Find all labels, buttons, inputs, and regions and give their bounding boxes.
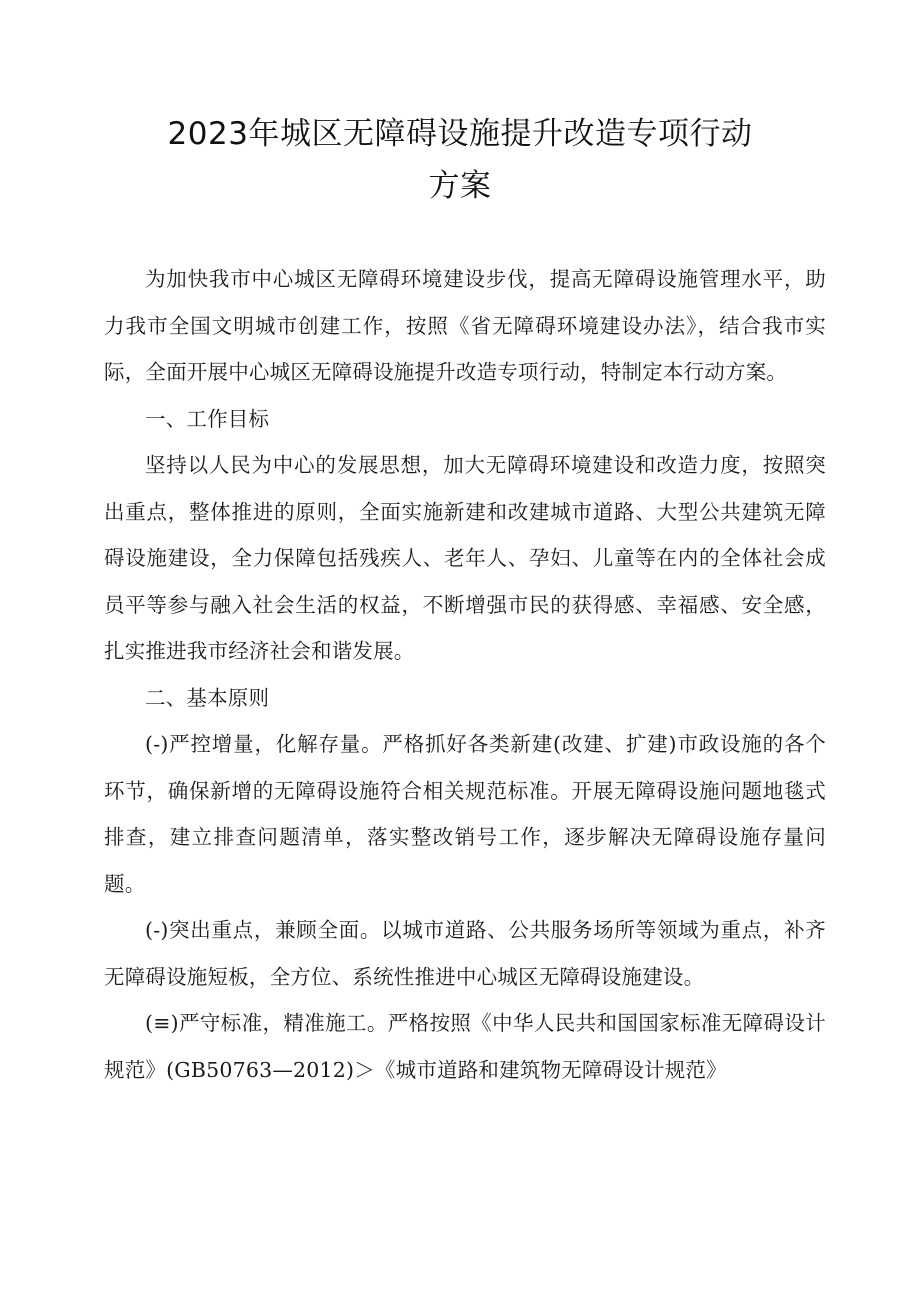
paragraph-goals: 坚持以人民为中心的发展思想，加大无障碍环境建设和改造力度，按照突出重点，整体推进的原则，全面实施新建和改建城市道路、大型公共建筑无障碍设施建设，全力保障包括残疾人、老年人、孕妇、儿童等在内的全体社会成员平等参与融入社会生活的权益，不断增强市民的获得感、幸福感、安全感，扎实推进我市经济社会和谐发展。: [104, 453, 826, 663]
paragraph-principle-1: (-)严控增量，化解存量。严格抓好各类新建(改建、扩建)市政设施的各个环节，确保新增的无障碍设施符合相关规范标准。开展无障碍设施问题地毯式排查，建立排查问题清单，落实整改销号工作，逐步解决无障碍设施存量问题。: [104, 732, 826, 896]
document-title-line2: 方案: [428, 168, 492, 204]
section-heading-principles: 二、基本原则: [145, 685, 270, 710]
paragraph-intro: 为加快我市中心城区无障碍环境建设步伐，提高无障碍设施管理水平，助力我市全国文明城市创建工作，按照《省无障碍环境建设办法》，结合我市实际，全面开展中心城区无障碍设施提升改造专项行动，特制定本行动方案。: [104, 267, 826, 384]
paragraph-principle-3: (≡)严守标准，精准施工。严格按照《中华人民共和国国家标准无障碍设计规范》(GB50763—2012)＞《城市道路和建筑物无障碍设计规范》: [104, 1011, 826, 1082]
paragraph-principle-2: (-)突出重点，兼顾全面。以城市道路、公共服务场所等领域为重点，补齐无障碍设施短板，全方位、系统性推进中心城区无障碍设施建设。: [104, 918, 826, 989]
section-heading-goals: 一、工作目标: [145, 406, 270, 431]
document-title-line1: 2023年城区无障碍设施提升改造专项行动: [167, 116, 753, 152]
document-body: [104, 256, 826, 1093]
